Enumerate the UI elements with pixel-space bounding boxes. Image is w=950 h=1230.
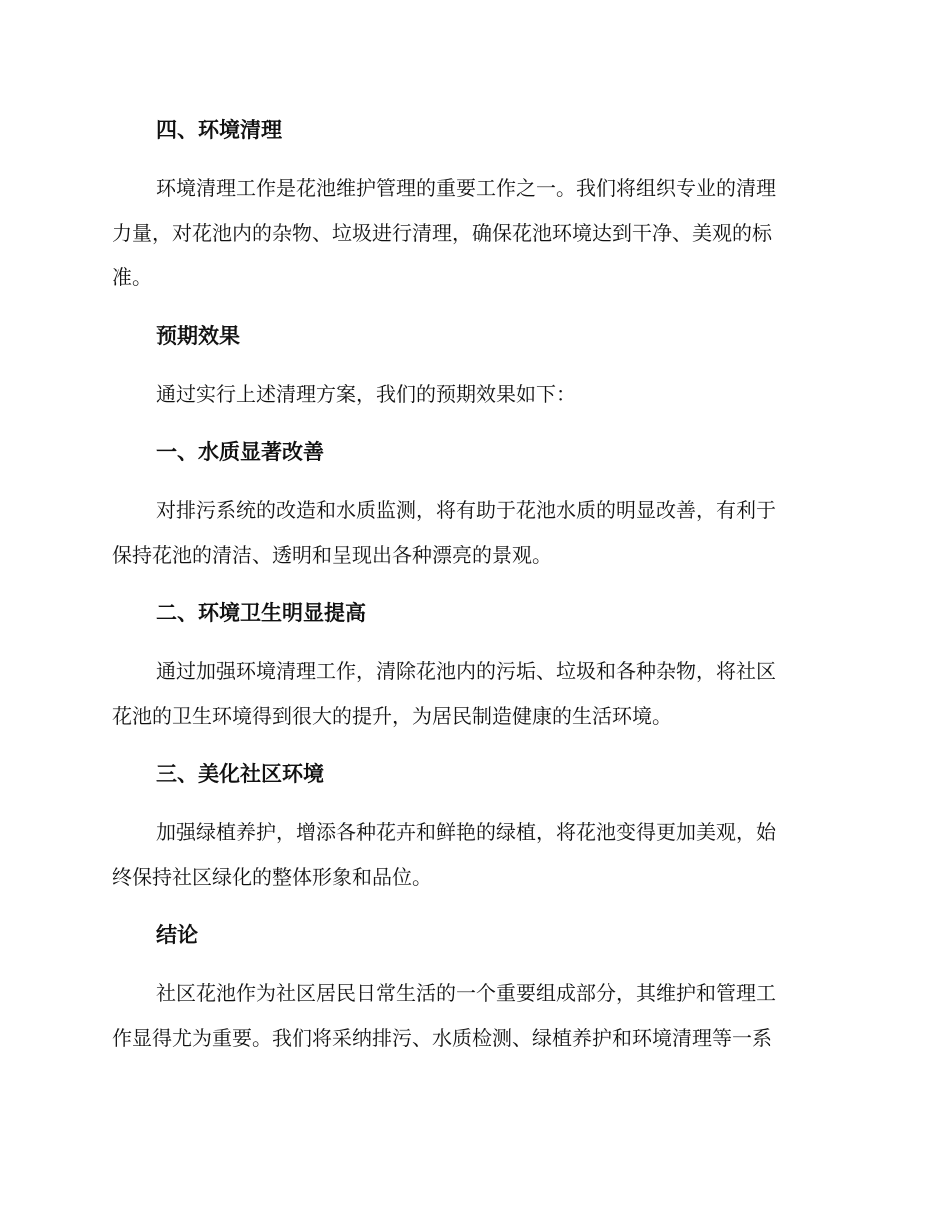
paragraph-line: 准。 [112,265,152,289]
paragraph-line: 力量，对花池内的杂物、垃圾进行清理，确保花池环境达到干净、美观的标 [112,220,772,245]
section-paragraph-beautify-community [112,810,832,899]
section-heading-water-quality: 一、水质显著改善 [156,440,324,464]
section-heading-environment-cleaning: 四、环境清理 [156,118,282,142]
section-paragraph-conclusion [112,971,832,1060]
section-heading-beautify-community: 三、美化社区环境 [156,762,324,786]
section-heading-sanitation: 二、环境卫生明显提高 [156,601,366,625]
section-heading-expected-effects: 预期效果 [156,323,240,348]
paragraph-line: 对排污系统的改造和水质监测，将有助于花池水质的明显改善，有利于 [156,498,776,522]
section-paragraph-sanitation [112,649,832,738]
paragraph-line: 终保持社区绿化的整体形象和品位。 [112,864,432,889]
paragraph-line: 环境清理工作是花池维护管理的重要工作之一。我们将组织专业的清理 [156,176,776,200]
paragraph-line: 通过加强环境清理工作，清除花池内的污垢、垃圾和各种杂物，将社区 [156,659,776,683]
paragraph-line: 保持花池的清洁、透明和呈现出各种漂亮的景观。 [112,542,552,567]
paragraph-line: 花池的卫生环境得到很大的提升，为居民制造健康的生活环境。 [112,703,672,728]
section-paragraph-environment-cleaning [112,166,832,300]
paragraph-line: 社区花池作为社区居民日常生活的一个重要组成部分，其维护和管理工 [156,981,776,1005]
paragraph-line: 加强绿植养护，增添各种花卉和鲜艳的绿植，将花池变得更加美观，始 [156,820,776,844]
section-paragraph-expected-effects [112,372,832,417]
paragraph-line: 作显得尤为重要。我们将采纳排污、水质检测、绿植养护和环境清理等一系 [112,1025,772,1050]
paragraph-line: 通过实行上述清理方案，我们的预期效果如下： [156,381,576,406]
section-paragraph-water-quality [112,488,832,577]
section-heading-conclusion: 结论 [156,923,198,947]
document-page [112,108,832,1060]
